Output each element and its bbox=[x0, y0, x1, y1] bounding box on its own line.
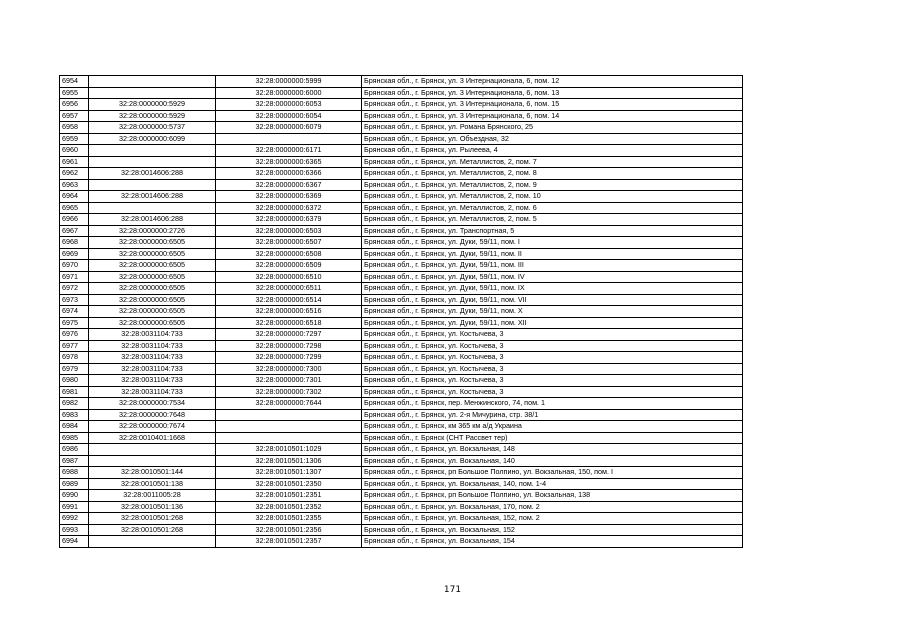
cadastral-number-cell: 32:28:0000000:6369 bbox=[216, 191, 362, 203]
table-row bbox=[60, 432, 743, 444]
row-number-cell: 6972 bbox=[60, 283, 89, 295]
address-cell: Брянская обл., г. Брянск, ул. Костычева, 3 bbox=[362, 386, 743, 398]
table-row bbox=[60, 156, 743, 168]
registry-table-body bbox=[60, 76, 743, 548]
table-row bbox=[60, 168, 743, 180]
parent-cadastral-number-cell bbox=[89, 444, 216, 456]
table-row bbox=[60, 294, 743, 306]
table-row bbox=[60, 513, 743, 525]
row-number-cell: 6954 bbox=[60, 76, 89, 88]
address-cell: Брянская обл., г. Брянск, ул. 3 Интернационала, 6, пом. 12 bbox=[362, 76, 743, 88]
cadastral-number-cell: 32:28:0000000:6079 bbox=[216, 122, 362, 134]
cadastral-number-cell: 32:28:0000000:7299 bbox=[216, 352, 362, 364]
cadastral-number-cell: 32:28:0000000:5999 bbox=[216, 76, 362, 88]
row-number-cell: 6985 bbox=[60, 432, 89, 444]
cadastral-number-cell bbox=[216, 409, 362, 421]
address-cell: Брянская обл., г. Брянск, ул. Дуки, 59/11, пом. II bbox=[362, 248, 743, 260]
cadastral-number-cell: 32:28:0010501:2355 bbox=[216, 513, 362, 525]
table-row bbox=[60, 524, 743, 536]
parent-cadastral-number-cell bbox=[89, 76, 216, 88]
cadastral-number-cell: 32:28:0010501:2352 bbox=[216, 501, 362, 513]
address-cell: Брянская обл., г. Брянск, ул. Вокзальная, 170, пом. 2 bbox=[362, 501, 743, 513]
parent-cadastral-number-cell: 32:28:0000000:5929 bbox=[89, 110, 216, 122]
table-row bbox=[60, 455, 743, 467]
address-cell: Брянская обл., г. Брянск, ул. Металлистов, 2, пом. 5 bbox=[362, 214, 743, 226]
cadastral-number-cell: 32:28:0000000:6511 bbox=[216, 283, 362, 295]
table-row bbox=[60, 467, 743, 479]
cadastral-number-cell: 32:28:0010501:1306 bbox=[216, 455, 362, 467]
parent-cadastral-number-cell: 32:28:0014606:288 bbox=[89, 214, 216, 226]
parent-cadastral-number-cell: 32:28:0000000:6505 bbox=[89, 317, 216, 329]
cadastral-number-cell: 32:28:0000000:7644 bbox=[216, 398, 362, 410]
table-row bbox=[60, 271, 743, 283]
table-row bbox=[60, 490, 743, 502]
table-row bbox=[60, 352, 743, 364]
cadastral-number-cell: 32:28:0000000:6367 bbox=[216, 179, 362, 191]
address-cell: Брянская обл., г. Брянск, ул. Костычева, 3 bbox=[362, 375, 743, 387]
parent-cadastral-number-cell: 32:28:0000000:6505 bbox=[89, 306, 216, 318]
parent-cadastral-number-cell: 32:28:0000000:5929 bbox=[89, 99, 216, 111]
parent-cadastral-number-cell: 32:28:0000000:7648 bbox=[89, 409, 216, 421]
cadastral-number-cell: 32:28:0000000:6514 bbox=[216, 294, 362, 306]
parent-cadastral-number-cell bbox=[89, 179, 216, 191]
address-cell: Брянская обл., г. Брянск, ул. Рылеева, 4 bbox=[362, 145, 743, 157]
parent-cadastral-number-cell: 32:28:0000000:6505 bbox=[89, 260, 216, 272]
cadastral-number-cell: 32:28:0000000:7297 bbox=[216, 329, 362, 341]
row-number-cell: 6991 bbox=[60, 501, 89, 513]
table-row bbox=[60, 248, 743, 260]
cadastral-number-cell: 32:28:0010501:2350 bbox=[216, 478, 362, 490]
row-number-cell: 6956 bbox=[60, 99, 89, 111]
cadastral-number-cell: 32:28:0000000:7300 bbox=[216, 363, 362, 375]
parent-cadastral-number-cell: 32:28:0000000:6505 bbox=[89, 237, 216, 249]
row-number-cell: 6988 bbox=[60, 467, 89, 479]
address-cell: Брянская обл., г. Брянск, ул. Дуки, 59/11, пом. VII bbox=[362, 294, 743, 306]
row-number-cell: 6983 bbox=[60, 409, 89, 421]
parent-cadastral-number-cell: 32:28:0031104:733 bbox=[89, 329, 216, 341]
row-number-cell: 6979 bbox=[60, 363, 89, 375]
cadastral-number-cell: 32:28:0000000:6366 bbox=[216, 168, 362, 180]
table-row bbox=[60, 536, 743, 548]
cadastral-number-cell: 32:28:0010501:1029 bbox=[216, 444, 362, 456]
parent-cadastral-number-cell: 32:28:0010501:138 bbox=[89, 478, 216, 490]
address-cell: Брянская обл., г. Брянск, пер. Менжинского, 74, пом. 1 bbox=[362, 398, 743, 410]
row-number-cell: 6984 bbox=[60, 421, 89, 433]
parent-cadastral-number-cell: 32:28:0014606:288 bbox=[89, 168, 216, 180]
address-cell: Брянская обл., г. Брянск, ул. Металлистов, 2, пом. 9 bbox=[362, 179, 743, 191]
parent-cadastral-number-cell bbox=[89, 87, 216, 99]
row-number-cell: 6974 bbox=[60, 306, 89, 318]
cadastral-number-cell: 32:28:0000000:6509 bbox=[216, 260, 362, 272]
table-row bbox=[60, 179, 743, 191]
address-cell: Брянская обл., г. Брянск, ул. Металлистов, 2, пом. 7 bbox=[362, 156, 743, 168]
parent-cadastral-number-cell: 32:28:0031104:733 bbox=[89, 352, 216, 364]
address-cell: Брянская обл., г. Брянск, ул. Транспортная, 5 bbox=[362, 225, 743, 237]
row-number-cell: 6957 bbox=[60, 110, 89, 122]
table-row bbox=[60, 191, 743, 203]
row-number-cell: 6958 bbox=[60, 122, 89, 134]
row-number-cell: 6982 bbox=[60, 398, 89, 410]
address-cell: Брянская обл., г. Брянск, ул. Вокзальная, 152, пом. 2 bbox=[362, 513, 743, 525]
address-cell: Брянская обл., г. Брянск, ул. 2-я Мичурина, стр. 38/1 bbox=[362, 409, 743, 421]
table-row bbox=[60, 283, 743, 295]
row-number-cell: 6966 bbox=[60, 214, 89, 226]
address-cell: Брянская обл., г. Брянск, км 365 км а/д Украина bbox=[362, 421, 743, 433]
cadastral-number-cell: 32:28:0000000:6000 bbox=[216, 87, 362, 99]
parent-cadastral-number-cell: 32:28:0000000:6505 bbox=[89, 248, 216, 260]
parent-cadastral-number-cell: 32:28:0000000:6505 bbox=[89, 294, 216, 306]
address-cell: Брянская обл., г. Брянск, ул. Вокзальная, 148 bbox=[362, 444, 743, 456]
table-row bbox=[60, 329, 743, 341]
row-number-cell: 6980 bbox=[60, 375, 89, 387]
parent-cadastral-number-cell: 32:28:0031104:733 bbox=[89, 363, 216, 375]
address-cell: Брянская обл., г. Брянск, ул. Костычева, 3 bbox=[362, 329, 743, 341]
cadastral-number-cell: 32:28:0000000:6510 bbox=[216, 271, 362, 283]
parent-cadastral-number-cell: 32:28:0000000:7534 bbox=[89, 398, 216, 410]
parent-cadastral-number-cell bbox=[89, 455, 216, 467]
address-cell: Брянская обл., г. Брянск, ул. 3 Интернационала, 6, пом. 13 bbox=[362, 87, 743, 99]
row-number-cell: 6993 bbox=[60, 524, 89, 536]
parent-cadastral-number-cell: 32:28:0010501:136 bbox=[89, 501, 216, 513]
cadastral-number-cell: 32:28:0010501:2357 bbox=[216, 536, 362, 548]
table-row bbox=[60, 237, 743, 249]
address-cell: Брянская обл., г. Брянск, ул. Костычева, 3 bbox=[362, 352, 743, 364]
parent-cadastral-number-cell: 32:28:0000000:6505 bbox=[89, 283, 216, 295]
parent-cadastral-number-cell bbox=[89, 145, 216, 157]
table-row bbox=[60, 398, 743, 410]
cadastral-number-cell: 32:28:0000000:7302 bbox=[216, 386, 362, 398]
address-cell: Брянская обл., г. Брянск, ул. Дуки, 59/11, пом. XII bbox=[362, 317, 743, 329]
table-row bbox=[60, 110, 743, 122]
table-row bbox=[60, 225, 743, 237]
address-cell: Брянская обл., г. Брянск, ул. Вокзальная, 152 bbox=[362, 524, 743, 536]
row-number-cell: 6977 bbox=[60, 340, 89, 352]
table-row bbox=[60, 306, 743, 318]
cadastral-number-cell: 32:28:0000000:6503 bbox=[216, 225, 362, 237]
parent-cadastral-number-cell: 32:28:0010501:268 bbox=[89, 513, 216, 525]
row-number-cell: 6990 bbox=[60, 490, 89, 502]
cadastral-number-cell: 32:28:0000000:6054 bbox=[216, 110, 362, 122]
cadastral-number-cell: 32:28:0010501:2356 bbox=[216, 524, 362, 536]
row-number-cell: 6959 bbox=[60, 133, 89, 145]
address-cell: Брянская обл., г. Брянск, ул. 3 Интернационала, 6, пом. 15 bbox=[362, 99, 743, 111]
parent-cadastral-number-cell: 32:28:0000000:6505 bbox=[89, 271, 216, 283]
table-row bbox=[60, 363, 743, 375]
address-cell: Брянская обл., г. Брянск, ул. Вокзальная, 140, пом. 1-4 bbox=[362, 478, 743, 490]
table-row bbox=[60, 478, 743, 490]
address-cell: Брянская обл., г. Брянск, ул. Металлистов, 2, пом. 8 bbox=[362, 168, 743, 180]
parent-cadastral-number-cell: 32:28:0000000:2726 bbox=[89, 225, 216, 237]
address-cell: Брянская обл., г. Брянск, рп Большое Полпино, ул. Вокзальная, 138 bbox=[362, 490, 743, 502]
row-number-cell: 6975 bbox=[60, 317, 89, 329]
table-row bbox=[60, 76, 743, 88]
row-number-cell: 6976 bbox=[60, 329, 89, 341]
cadastral-number-cell bbox=[216, 432, 362, 444]
cadastral-number-cell bbox=[216, 133, 362, 145]
address-cell: Брянская обл., г. Брянск, ул. Дуки, 59/11, пом. X bbox=[362, 306, 743, 318]
table-row bbox=[60, 145, 743, 157]
cadastral-number-cell: 32:28:0000000:6379 bbox=[216, 214, 362, 226]
address-cell: Брянская обл., г. Брянск, ул. Металлистов, 2, пом. 6 bbox=[362, 202, 743, 214]
address-cell: Брянская обл., г. Брянск, ул. Дуки, 59/11, пом. IX bbox=[362, 283, 743, 295]
parent-cadastral-number-cell: 32:28:0011005:28 bbox=[89, 490, 216, 502]
address-cell: Брянская обл., г. Брянск (СНТ Рассвет тер) bbox=[362, 432, 743, 444]
cadastral-number-cell: 32:28:0000000:6171 bbox=[216, 145, 362, 157]
row-number-cell: 6960 bbox=[60, 145, 89, 157]
address-cell: Брянская обл., г. Брянск, ул. Дуки, 59/11, пом. I bbox=[362, 237, 743, 249]
row-number-cell: 6967 bbox=[60, 225, 89, 237]
parent-cadastral-number-cell: 32:28:0000000:6099 bbox=[89, 133, 216, 145]
registry-sheet bbox=[59, 75, 743, 548]
row-number-cell: 6994 bbox=[60, 536, 89, 548]
address-cell: Брянская обл., г. Брянск, ул. Объездная, 32 bbox=[362, 133, 743, 145]
parent-cadastral-number-cell: 32:28:0000000:5737 bbox=[89, 122, 216, 134]
cadastral-number-cell: 32:28:0000000:6507 bbox=[216, 237, 362, 249]
parent-cadastral-number-cell: 32:28:0010501:144 bbox=[89, 467, 216, 479]
row-number-cell: 6969 bbox=[60, 248, 89, 260]
table-row bbox=[60, 99, 743, 111]
cadastral-number-cell: 32:28:0000000:6518 bbox=[216, 317, 362, 329]
cadastral-number-cell: 32:28:0000000:6365 bbox=[216, 156, 362, 168]
cadastral-number-cell: 32:28:0000000:7301 bbox=[216, 375, 362, 387]
table-row bbox=[60, 409, 743, 421]
row-number-cell: 6968 bbox=[60, 237, 89, 249]
parent-cadastral-number-cell bbox=[89, 156, 216, 168]
table-row bbox=[60, 317, 743, 329]
parent-cadastral-number-cell bbox=[89, 202, 216, 214]
address-cell: Брянская обл., г. Брянск, ул. Дуки, 59/11, пом. IV bbox=[362, 271, 743, 283]
table-row bbox=[60, 386, 743, 398]
address-cell: Брянская обл., г. Брянск, ул. Романа Брянского, 25 bbox=[362, 122, 743, 134]
page-number: 171 bbox=[443, 585, 462, 595]
table-row bbox=[60, 202, 743, 214]
row-number-cell: 6970 bbox=[60, 260, 89, 272]
row-number-cell: 6955 bbox=[60, 87, 89, 99]
cadastral-number-cell: 32:28:0000000:6508 bbox=[216, 248, 362, 260]
table-row bbox=[60, 421, 743, 433]
parent-cadastral-number-cell: 32:28:0010501:268 bbox=[89, 524, 216, 536]
row-number-cell: 6992 bbox=[60, 513, 89, 525]
cadastral-number-cell: 32:28:0000000:7298 bbox=[216, 340, 362, 352]
row-number-cell: 6971 bbox=[60, 271, 89, 283]
table-row bbox=[60, 87, 743, 99]
table-row bbox=[60, 444, 743, 456]
cadastral-number-cell: 32:28:0010501:2351 bbox=[216, 490, 362, 502]
parent-cadastral-number-cell: 32:28:0031104:733 bbox=[89, 375, 216, 387]
row-number-cell: 6961 bbox=[60, 156, 89, 168]
registry-table bbox=[59, 75, 743, 548]
address-cell: Брянская обл., г. Брянск, ул. Металлистов, 2, пом. 10 bbox=[362, 191, 743, 203]
row-number-cell: 6987 bbox=[60, 455, 89, 467]
address-cell: Брянская обл., г. Брянск, ул. 3 Интернационала, 6, пом. 14 bbox=[362, 110, 743, 122]
parent-cadastral-number-cell: 32:28:0031104:733 bbox=[89, 340, 216, 352]
parent-cadastral-number-cell bbox=[89, 536, 216, 548]
row-number-cell: 6989 bbox=[60, 478, 89, 490]
table-row bbox=[60, 133, 743, 145]
cadastral-number-cell: 32:28:0000000:6053 bbox=[216, 99, 362, 111]
row-number-cell: 6978 bbox=[60, 352, 89, 364]
cadastral-number-cell: 32:28:0000000:6372 bbox=[216, 202, 362, 214]
address-cell: Брянская обл., г. Брянск, ул. Вокзальная, 140 bbox=[362, 455, 743, 467]
cadastral-number-cell bbox=[216, 421, 362, 433]
table-row bbox=[60, 122, 743, 134]
table-row bbox=[60, 214, 743, 226]
row-number-cell: 6964 bbox=[60, 191, 89, 203]
row-number-cell: 6986 bbox=[60, 444, 89, 456]
cadastral-number-cell: 32:28:0010501:1307 bbox=[216, 467, 362, 479]
row-number-cell: 6973 bbox=[60, 294, 89, 306]
parent-cadastral-number-cell: 32:28:0000000:7674 bbox=[89, 421, 216, 433]
address-cell: Брянская обл., г. Брянск, рп Большое Полпино, ул. Вокзальная, 150, пом. I bbox=[362, 467, 743, 479]
address-cell: Брянская обл., г. Брянск, ул. Дуки, 59/11, пом. III bbox=[362, 260, 743, 272]
cadastral-number-cell: 32:28:0000000:6516 bbox=[216, 306, 362, 318]
row-number-cell: 6981 bbox=[60, 386, 89, 398]
table-row bbox=[60, 501, 743, 513]
table-row bbox=[60, 340, 743, 352]
row-number-cell: 6963 bbox=[60, 179, 89, 191]
parent-cadastral-number-cell: 32:28:0014606:288 bbox=[89, 191, 216, 203]
parent-cadastral-number-cell: 32:28:0010401:1668 bbox=[89, 432, 216, 444]
parent-cadastral-number-cell: 32:28:0031104:733 bbox=[89, 386, 216, 398]
row-number-cell: 6965 bbox=[60, 202, 89, 214]
address-cell: Брянская обл., г. Брянск, ул. Костычева, 3 bbox=[362, 340, 743, 352]
address-cell: Брянская обл., г. Брянск, ул. Вокзальная, 154 bbox=[362, 536, 743, 548]
row-number-cell: 6962 bbox=[60, 168, 89, 180]
table-row bbox=[60, 375, 743, 387]
address-cell: Брянская обл., г. Брянск, ул. Костычева, 3 bbox=[362, 363, 743, 375]
table-row bbox=[60, 260, 743, 272]
